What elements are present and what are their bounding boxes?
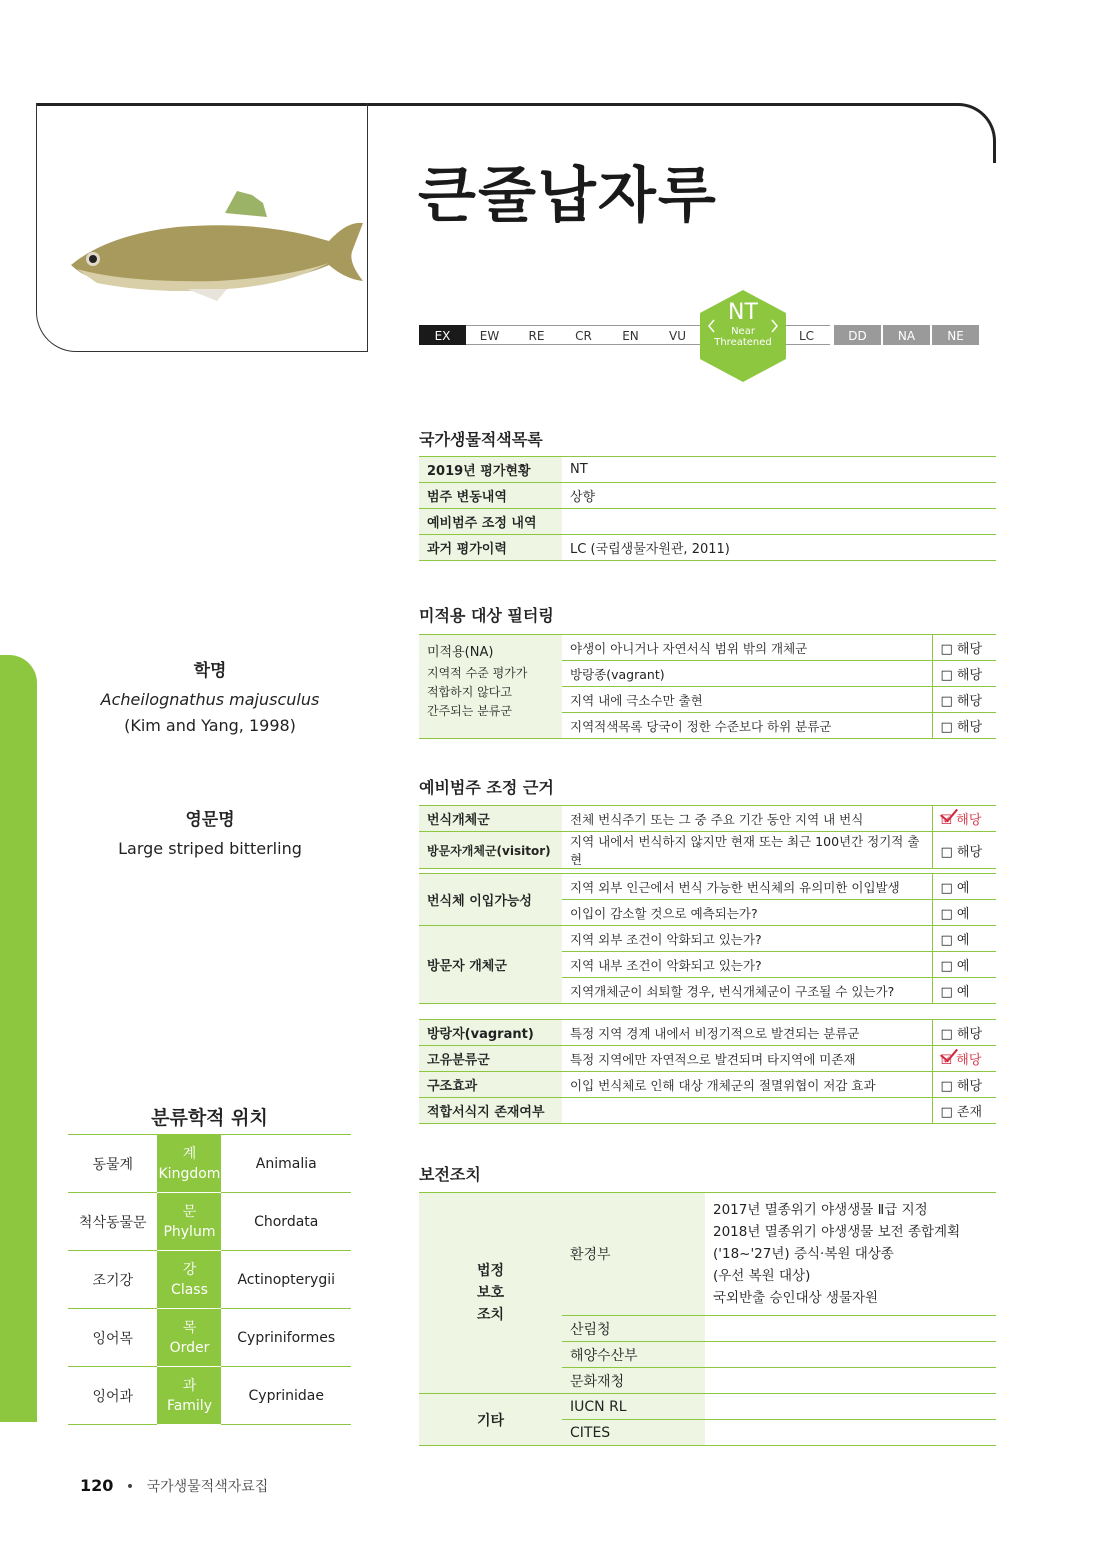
na-label bbox=[419, 635, 562, 739]
legal-label bbox=[419, 1193, 562, 1394]
category-en: EN bbox=[607, 325, 654, 345]
check-mark-icon: ☑ 해당 bbox=[940, 813, 982, 828]
row-desc: 지역 외부 인근에서 번식 가능한 번식체의 유의미한 이입발생 bbox=[562, 874, 932, 900]
row-label: 방랑자(vagrant) bbox=[419, 1020, 562, 1046]
taxonomy-row bbox=[68, 1367, 351, 1425]
current-category-name-2: Threatened bbox=[714, 337, 772, 348]
current-category-name-1: Near bbox=[731, 326, 755, 337]
side-tab bbox=[0, 655, 37, 1422]
taxonomy-row bbox=[68, 1193, 351, 1251]
row-desc: 지역 내에서 번식하지 않지만 현재 또는 최근 100년간 정기적 출현 bbox=[562, 832, 932, 869]
agency-label: IUCN RL bbox=[562, 1394, 705, 1420]
taxon-ko: 잉어목 bbox=[68, 1309, 157, 1367]
english-heading: 영문명 bbox=[185, 810, 235, 830]
rank-ko: 과 bbox=[182, 1377, 197, 1394]
rank-ko: 계 bbox=[182, 1145, 197, 1162]
row-desc: 지역 내에 극소수만 출현 bbox=[562, 687, 932, 713]
category-lc: LC bbox=[783, 325, 830, 345]
current-category-code: NT bbox=[728, 300, 758, 325]
table-row bbox=[419, 635, 996, 661]
taxonomy-table bbox=[68, 1134, 351, 1425]
conservation-table bbox=[419, 1192, 996, 1446]
checkbox[interactable]: □ 해당 bbox=[932, 832, 996, 869]
table-row bbox=[419, 1193, 996, 1316]
other-label: 기타 bbox=[419, 1394, 562, 1446]
row-label: 번식개체군 bbox=[419, 806, 562, 832]
conservation-title: 보전조치 bbox=[419, 1165, 481, 1184]
redlist-title: 국가생물적색목록 bbox=[419, 430, 543, 449]
english-name: Large striped bitterling bbox=[118, 839, 302, 858]
species-title: 큰줄납자루 bbox=[418, 161, 718, 231]
adjust-table-3 bbox=[419, 1019, 996, 1124]
table-row bbox=[419, 874, 996, 900]
checkbox-checked[interactable] bbox=[932, 1046, 996, 1072]
row-desc: 이입이 감소할 것으로 예측되는가? bbox=[562, 900, 932, 926]
category-cr: CR bbox=[560, 325, 607, 345]
checkbox[interactable]: □ 예 bbox=[932, 900, 996, 926]
taxon-value: Actinopterygii bbox=[221, 1251, 351, 1309]
table-row bbox=[419, 1394, 996, 1420]
table-row bbox=[419, 535, 996, 561]
page-footer bbox=[80, 1476, 268, 1496]
rank-en: Phylum bbox=[163, 1223, 216, 1240]
category-re: RE bbox=[513, 325, 560, 345]
row-desc: 지역적색목록 당국이 정한 수준보다 하위 분류군 bbox=[562, 713, 932, 739]
table-row bbox=[419, 806, 996, 832]
adjust-title: 예비범주 조정 근거 bbox=[419, 778, 554, 797]
rank-en: Kingdom bbox=[158, 1165, 221, 1182]
checkbox[interactable]: □ 해당 bbox=[932, 1020, 996, 1046]
category-dd: DD bbox=[834, 325, 881, 345]
filtering-table bbox=[419, 634, 996, 739]
rank-cell bbox=[157, 1251, 221, 1309]
checkbox[interactable]: □ 해당 bbox=[932, 713, 996, 739]
row-desc: 이입 번식체로 인해 대상 개체군의 절멸위협이 저감 효과 bbox=[562, 1072, 932, 1098]
table-row bbox=[419, 926, 996, 952]
adjust-table-1 bbox=[419, 805, 996, 869]
taxon-value: Cyprinidae bbox=[221, 1367, 351, 1425]
scientific-heading: 학명 bbox=[193, 661, 227, 681]
measure-line: 국외반출 승인대상 생물자원 bbox=[713, 1290, 879, 1306]
redlist-table bbox=[419, 456, 996, 561]
legal-label-line: 보호 bbox=[476, 1285, 505, 1301]
category-ew: EW bbox=[466, 325, 513, 345]
check-mark-icon: ☑ 해당 bbox=[940, 1053, 982, 1068]
row-desc: 야생이 아니거나 자연서식 범위 밖의 개체군 bbox=[562, 635, 932, 661]
rank-cell bbox=[157, 1367, 221, 1425]
scientific-author: (Kim and Yang, 1998) bbox=[124, 716, 296, 735]
category-na: NA bbox=[883, 325, 930, 345]
row-label: 고유분류군 bbox=[419, 1046, 562, 1072]
taxon-ko: 잉어과 bbox=[68, 1367, 157, 1425]
na-sub: 지역적 수준 평가가 bbox=[427, 666, 528, 680]
table-row bbox=[419, 1020, 996, 1046]
filtering-title: 미적용 대상 필터링 bbox=[419, 606, 554, 625]
page-number: 120 bbox=[80, 1476, 114, 1495]
row-desc: 지역개체군이 쇠퇴할 경우, 번식개체군이 구조될 수 있는가? bbox=[562, 978, 932, 1004]
row-label: 과거 평가이력 bbox=[419, 535, 562, 561]
legal-label-line: 법정 bbox=[476, 1263, 505, 1279]
checkbox[interactable]: □ 예 bbox=[932, 952, 996, 978]
row-desc: 전체 번식주기 또는 그 중 주요 기간 동안 지역 내 번식 bbox=[562, 806, 932, 832]
legal-label-line: 조치 bbox=[476, 1307, 505, 1323]
measure-line: 2018년 멸종위기 야생생물 보전 종합계획('18~'27년) 증식·복원 대상종 bbox=[713, 1224, 961, 1262]
scientific-name: Acheilognathus majusculus bbox=[100, 690, 320, 709]
row-desc: 방랑종(vagrant) bbox=[562, 661, 932, 687]
taxon-value: Animalia bbox=[221, 1135, 351, 1193]
checkbox[interactable]: □ 존재 bbox=[932, 1098, 996, 1124]
category-vu: VU bbox=[654, 325, 701, 345]
measure-line: 2017년 멸종위기 야생생물 Ⅱ급 지정 bbox=[713, 1202, 928, 1218]
na-heading: 미적용(NA) bbox=[427, 645, 494, 660]
agency-value bbox=[705, 1394, 996, 1420]
row-label: 2019년 평가현황 bbox=[419, 457, 562, 483]
table-row bbox=[419, 1046, 996, 1072]
row-desc: 특정 지역 경계 내에서 비정기적으로 발견되는 분류군 bbox=[562, 1020, 932, 1046]
rank-cell bbox=[157, 1135, 221, 1193]
species-photo bbox=[36, 103, 368, 352]
category-ex: EX bbox=[419, 325, 466, 345]
checkbox[interactable]: □ 예 bbox=[932, 874, 996, 900]
table-row bbox=[419, 1098, 996, 1124]
row-label: 범주 변동내역 bbox=[419, 483, 562, 509]
english-name-block bbox=[60, 805, 360, 862]
agency-label: 문화재청 bbox=[562, 1368, 705, 1394]
agency-value bbox=[705, 1420, 996, 1446]
taxon-ko: 척삭동물문 bbox=[68, 1193, 157, 1251]
checkbox[interactable]: □ 예 bbox=[932, 926, 996, 952]
checkbox-checked[interactable] bbox=[932, 806, 996, 832]
checkbox[interactable]: □ 해당 bbox=[932, 635, 996, 661]
row-desc bbox=[562, 1098, 932, 1124]
rank-ko: 문 bbox=[182, 1203, 197, 1220]
agency-label: CITES bbox=[562, 1420, 705, 1446]
row-value: 상향 bbox=[562, 483, 996, 509]
scientific-name-block bbox=[60, 656, 360, 739]
table-row bbox=[419, 1072, 996, 1098]
row-value: NT bbox=[562, 457, 996, 483]
fish-illustration bbox=[67, 183, 367, 313]
row-desc: 특정 지역에만 자연적으로 발견되며 타지역에 미존재 bbox=[562, 1046, 932, 1072]
rank-en: Class bbox=[171, 1281, 208, 1298]
checkbox[interactable]: □ 해당 bbox=[932, 1072, 996, 1098]
rank-cell bbox=[157, 1193, 221, 1251]
taxonomy-row bbox=[68, 1309, 351, 1367]
agency-label: 산림청 bbox=[562, 1316, 705, 1342]
row-value bbox=[562, 509, 996, 535]
footer-bullet: • bbox=[125, 1479, 135, 1495]
table-row bbox=[419, 509, 996, 535]
taxonomy-row bbox=[68, 1251, 351, 1309]
checkbox[interactable]: □ 예 bbox=[932, 978, 996, 1004]
agency-label: 환경부 bbox=[562, 1193, 705, 1316]
row-desc: 지역 내부 조건이 악화되고 있는가? bbox=[562, 952, 932, 978]
measure-line: (우선 복원 대상) bbox=[713, 1268, 811, 1284]
taxon-value: Chordata bbox=[221, 1193, 351, 1251]
agency-value bbox=[705, 1368, 996, 1394]
taxonomy-title: 분류학적 위치 bbox=[151, 1107, 268, 1129]
row-label: 방문자 개체군 bbox=[419, 926, 562, 1004]
rank-cell bbox=[157, 1309, 221, 1367]
table-row bbox=[419, 832, 996, 869]
checkbox[interactable]: □ 해당 bbox=[932, 661, 996, 687]
rank-ko: 강 bbox=[182, 1261, 197, 1278]
checkbox[interactable]: □ 해당 bbox=[932, 687, 996, 713]
row-label: 방문자개체군(visitor) bbox=[419, 832, 562, 869]
taxon-ko: 조기강 bbox=[68, 1251, 157, 1309]
row-label: 구조효과 bbox=[419, 1072, 562, 1098]
row-label: 적합서식지 존재여부 bbox=[419, 1098, 562, 1124]
current-category-label bbox=[700, 300, 786, 348]
agency-value bbox=[705, 1342, 996, 1368]
taxonomy-row bbox=[68, 1135, 351, 1193]
book-title: 국가생물적색자료집 bbox=[146, 1479, 269, 1495]
table-row bbox=[419, 483, 996, 509]
na-sub: 간주되는 분류군 bbox=[427, 704, 512, 718]
rank-ko: 목 bbox=[182, 1319, 197, 1336]
agency-value bbox=[705, 1316, 996, 1342]
row-label: 예비범주 조정 내역 bbox=[419, 509, 562, 535]
taxon-ko: 동물계 bbox=[68, 1135, 157, 1193]
table-row bbox=[419, 457, 996, 483]
adjust-table-2 bbox=[419, 873, 996, 1004]
env-measures bbox=[705, 1193, 996, 1316]
row-value: LC (국립생물자원관, 2011) bbox=[562, 535, 996, 561]
category-ne: NE bbox=[932, 325, 979, 345]
agency-label: 해양수산부 bbox=[562, 1342, 705, 1368]
taxon-value: Cypriniformes bbox=[221, 1309, 351, 1367]
rank-en: Family bbox=[166, 1397, 212, 1414]
row-desc: 지역 외부 조건이 악화되고 있는가? bbox=[562, 926, 932, 952]
row-label: 번식체 이입가능성 bbox=[419, 874, 562, 926]
na-sub: 적합하지 않다고 bbox=[427, 685, 512, 699]
rank-en: Order bbox=[169, 1339, 210, 1356]
